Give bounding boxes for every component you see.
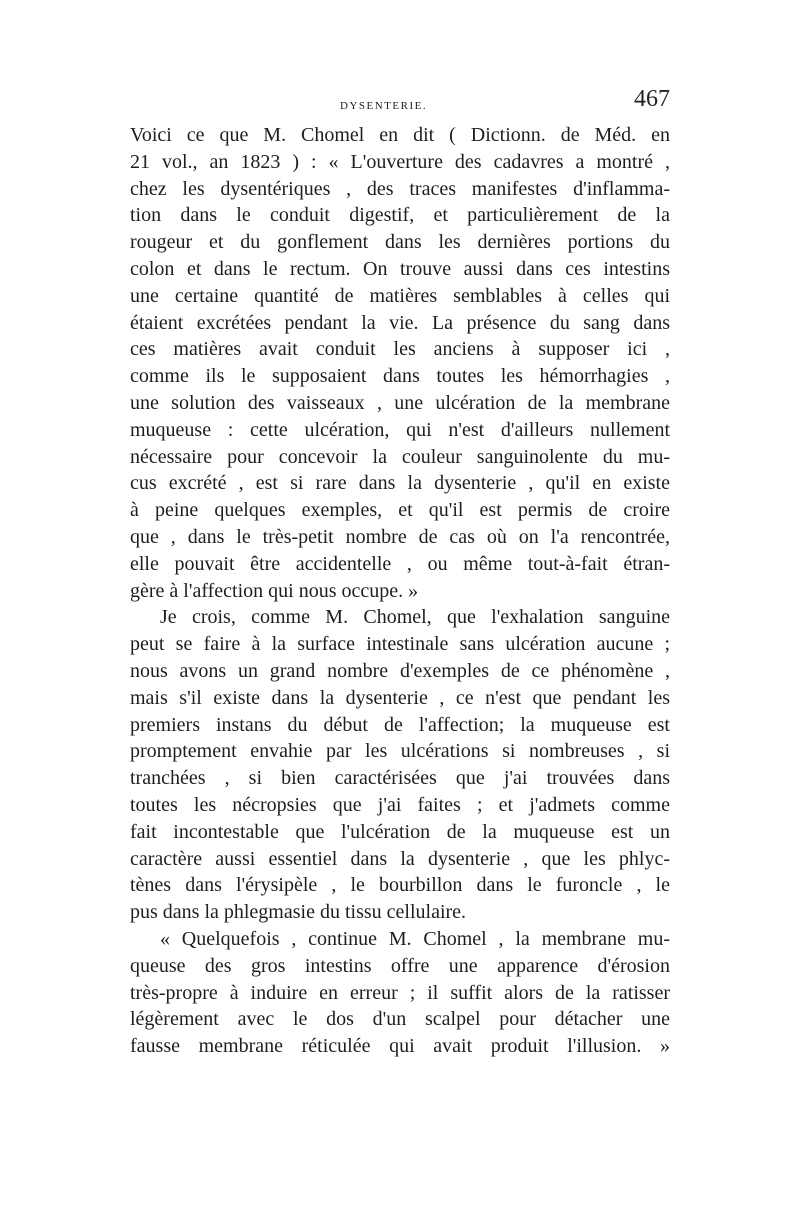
text-line: queuse des gros intestins offre une apparence d'érosion [130,954,670,977]
text-line: très-propre à induire en erreur ; il suffit alors de la ratisser [130,981,670,1004]
text-line: nous avons un grand nombre d'exemples de ce phénomène , [130,659,670,682]
paragraph-first-line: « Quelquefois , continue M. Chomel , la membrane mu- [160,927,670,950]
text-line: toutes les nécropsies que j'ai faites ; et j'admets comme [130,793,670,816]
text-line: nécessaire pour concevoir la couleur sanguinolente du mu- [130,445,670,468]
text-line: étaient excrétées pendant la vie. La présence du sang dans [130,311,670,334]
text-line: une solution des vaisseaux , une ulcération de la membrane [130,391,670,414]
text-line: à peine quelques exemples, et qu'il est permis de croire [130,499,670,522]
text-line: pus dans la phlegmasie du tissu cellulaire. [130,901,467,924]
text-line: fait incontestable que l'ulcération de la muqueuse est un [130,820,670,843]
text-line: muqueuse : cette ulcération, qui n'est d'ailleurs nullement [130,418,670,441]
text-line: légèrement avec le dos d'un scalpel pour détacher une [130,1008,670,1031]
paragraph-first-line: Je crois, comme M. Chomel, que l'exhalation sanguine [160,606,670,629]
text-line: tranchées , si bien caractérisées que j'ai trouvées dans [130,767,670,790]
text-line: tion dans le conduit digestif, et particulièrement de la [130,204,670,227]
body-text [130,122,670,1060]
text-line: Voici ce que M. Chomel en dit ( Dictionn. de Méd. en [130,124,670,146]
text-line: elle pouvait être accidentelle , ou même tout-à-fait étran- [130,552,670,575]
text-line: mais s'il existe dans la dysenterie , ce n'est que pendant les [130,686,670,709]
text-line: caractère aussi essentiel dans la dysenterie , que les phlyc- [130,847,670,870]
running-head: DYSENTERIE. [340,100,428,112]
text-line: peut se faire à la surface intestinale sans ulcération aucune ; [130,633,670,656]
text-line: chez les dysentériques , des traces manifestes d'inflamma- [130,177,670,200]
text-line: premiers instans du début de l'affection; la muqueuse est [130,713,670,736]
text-line: tènes dans l'érysipèle , le bourbillon dans le furoncle , le [130,874,670,897]
text-line: 21 vol., an 1823 ) : « L'ouverture des cadavres a montré , [130,150,670,173]
text-line: que , dans le très-petit nombre de cas où on l'a rencontrée, [130,525,670,548]
text-line: ces matières avait conduit les anciens à supposer ici , [130,338,670,361]
text-line: une certaine quantité de matières semblables à celles qui [130,284,670,307]
text-line: gère à l'affection qui nous occupe. » [130,579,419,602]
text-line: comme ils le supposaient dans toutes les hémorrhagies , [130,365,670,388]
text-line: cus excrété , est si rare dans la dysenterie , qu'il en existe [130,472,670,495]
text-line: promptement envahie par les ulcérations si nombreuses , si [130,740,670,763]
page-number: 467 [634,86,670,112]
text-line: colon et dans le rectum. On trouve aussi dans ces intestins [130,257,670,280]
text-line: rougeur et du gonflement dans les dernières portions du [130,231,670,254]
text-line: fausse membrane réticulée qui avait produit l'illusion. » [130,1035,670,1058]
